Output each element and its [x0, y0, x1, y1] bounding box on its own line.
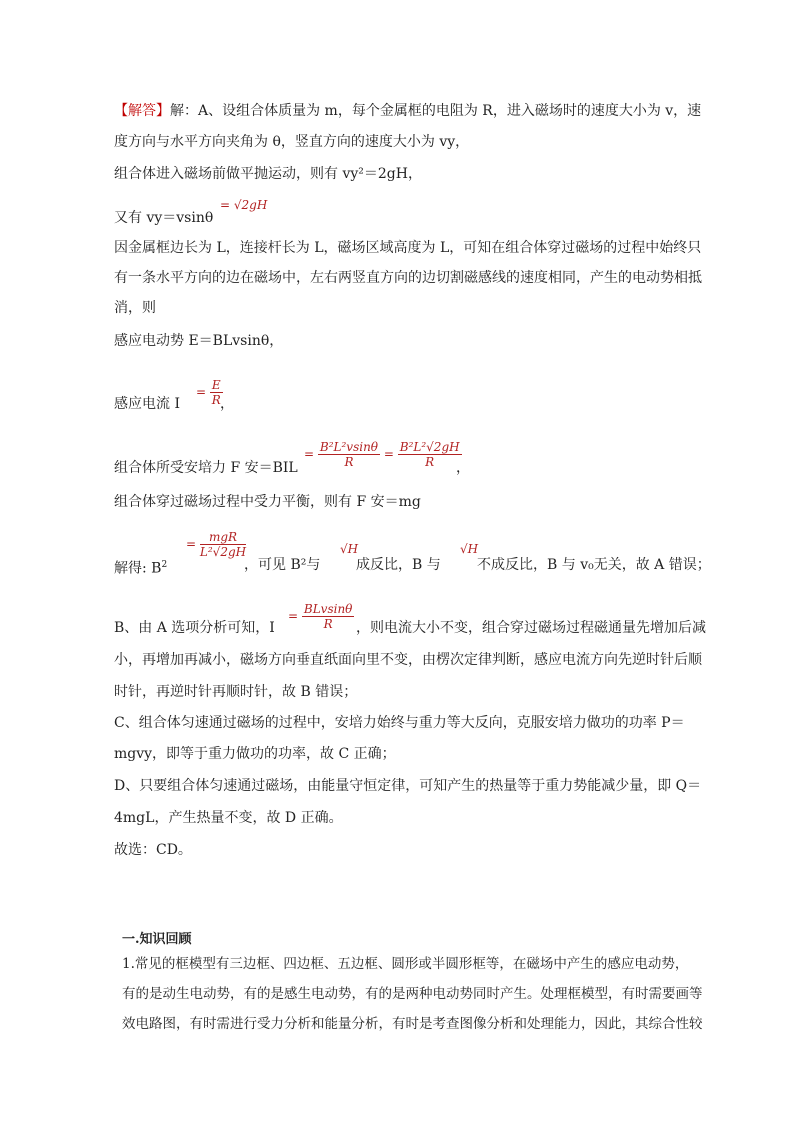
fraction-current-2: $\frac{\text{BLvsinθ}}{R}$	[303, 602, 353, 631]
answer-line-18: D、只要组合体匀速通过磁场，由能量守恒定律，可知产生的热量等于重力势能减少量，即 Q＝	[114, 778, 702, 794]
review-para-2: 有的是动生电动势，有的是感生电动势，有的是两种电动势同时产生。处理框模型，有时需要画等	[122, 986, 703, 1002]
answer-line-13-a: B、由 A 选项分析可知，I	[114, 620, 275, 636]
answer-line-6: 有一条水平方向的边在磁场中，左右两竖直方向的边切割磁感线的速度相同，产生的电动势相抵	[114, 270, 702, 286]
review-para-1: 1.常见的框模型有三边框、四边框、五边框、圆形或半圆形框等，在磁场中产生的感应电动势，	[122, 956, 689, 972]
answer-line-9: 感应电流 I	[114, 396, 180, 412]
answer-line-7: 消，则	[114, 300, 156, 316]
answer-line-12-d: 不成反比，B 与 v₀无关，故 A 错误；	[477, 557, 711, 573]
answer-line-3: 组合体进入磁场前做平抛运动，则有 vy²＝2gH，	[114, 166, 422, 182]
formula-current: = $\frac{E}{R}$	[196, 378, 221, 407]
answer-line-11: 组合体穿过磁场过程中受力平衡，则有 F 安＝mg	[114, 494, 421, 510]
formula-sqrt-2gh: = √2gH	[220, 198, 268, 212]
section-heading: 一.知识回顾	[122, 932, 192, 947]
answer-line-8: 感应电动势 E＝BLvsinθ，	[114, 333, 284, 349]
answer-line-20: 故选：CD。	[114, 842, 192, 858]
formula-sqrt-h-1: √H	[340, 542, 359, 556]
review-para-3: 效电路图，有时需进行受力分析和能量分析，有时是考查图像分析和处理能力，因此，其综合性较	[122, 1016, 703, 1032]
answer-line-12-c: 成反比，B 与	[356, 557, 441, 573]
answer-line-14: 小，再增加再减小，磁场方向垂直纸面向里不变，由楞次定律判断，感应电流方向先逆时针后顺	[114, 652, 702, 668]
fraction-b-squared: $\frac{\text{mgR}}{\text{L²√2gH}}$	[199, 530, 247, 559]
fraction-e-over-r: $\frac{E}{R}$	[211, 378, 221, 407]
fraction-force-1: $\frac{\text{B²L²vsinθ}}{R}$	[319, 440, 379, 469]
answer-line-19: 4mgL，产生热量不变，故 D 正确。	[114, 810, 343, 826]
formula-ampere-force: = $\frac{\text{B²L²vsinθ}}{R}$ = $\frac{\text{B²L²√2gH}}{R}$	[304, 440, 460, 469]
answer-line-15: 时针，再逆时针再顺时针，故 B 错误；	[114, 684, 358, 700]
answer-line-13-b: ，则电流大小不变，组合穿过磁场过程磁通量先增加后减	[356, 620, 706, 636]
answer-line-4: 又有 vy＝vsinθ	[114, 210, 214, 226]
answer-line-10: 组合体所受安培力 F 安＝BIL	[114, 460, 298, 476]
answer-line-1: 【解答】解：A、设组合体质量为 m，每个金属框的电阻为 R，进入磁场时的速度大小为 v，速	[114, 103, 702, 119]
formula-current-2: = $\frac{\text{BLvsinθ}}{R}$	[288, 602, 353, 631]
answer-line-16: C、组合体匀速通过磁场的过程中，安培力始终与重力等大反向，克服安培力做功的功率 P＝	[114, 715, 685, 731]
fraction-force-2: $\frac{\text{B²L²√2gH}}{R}$	[399, 440, 460, 469]
answer-line-5: 因金属框边长为 L，连接杆长为 L，磁场区域高度为 L，可知在组合体穿过磁场的过程中始终只	[114, 240, 702, 256]
answer-line-12-b: ，可见 B²与	[244, 557, 321, 573]
answer-label: 【解答】	[114, 103, 170, 119]
answer-line-2: 度方向与水平方向夹角为 θ，竖直方向的速度大小为 vy，	[114, 134, 470, 150]
answer-line-17: mgvy，即等于重力做功的功率，故 C 正确；	[114, 746, 396, 762]
line9-comma: ，	[220, 396, 234, 412]
line10-comma: ，	[456, 460, 470, 476]
formula-b-squared: = $\frac{\text{mgR}}{\text{L²√2gH}}$	[186, 530, 247, 559]
formula-sqrt-h-2: √H	[460, 542, 479, 556]
answer-line-12-a: 解得: $B^2$	[114, 560, 168, 577]
